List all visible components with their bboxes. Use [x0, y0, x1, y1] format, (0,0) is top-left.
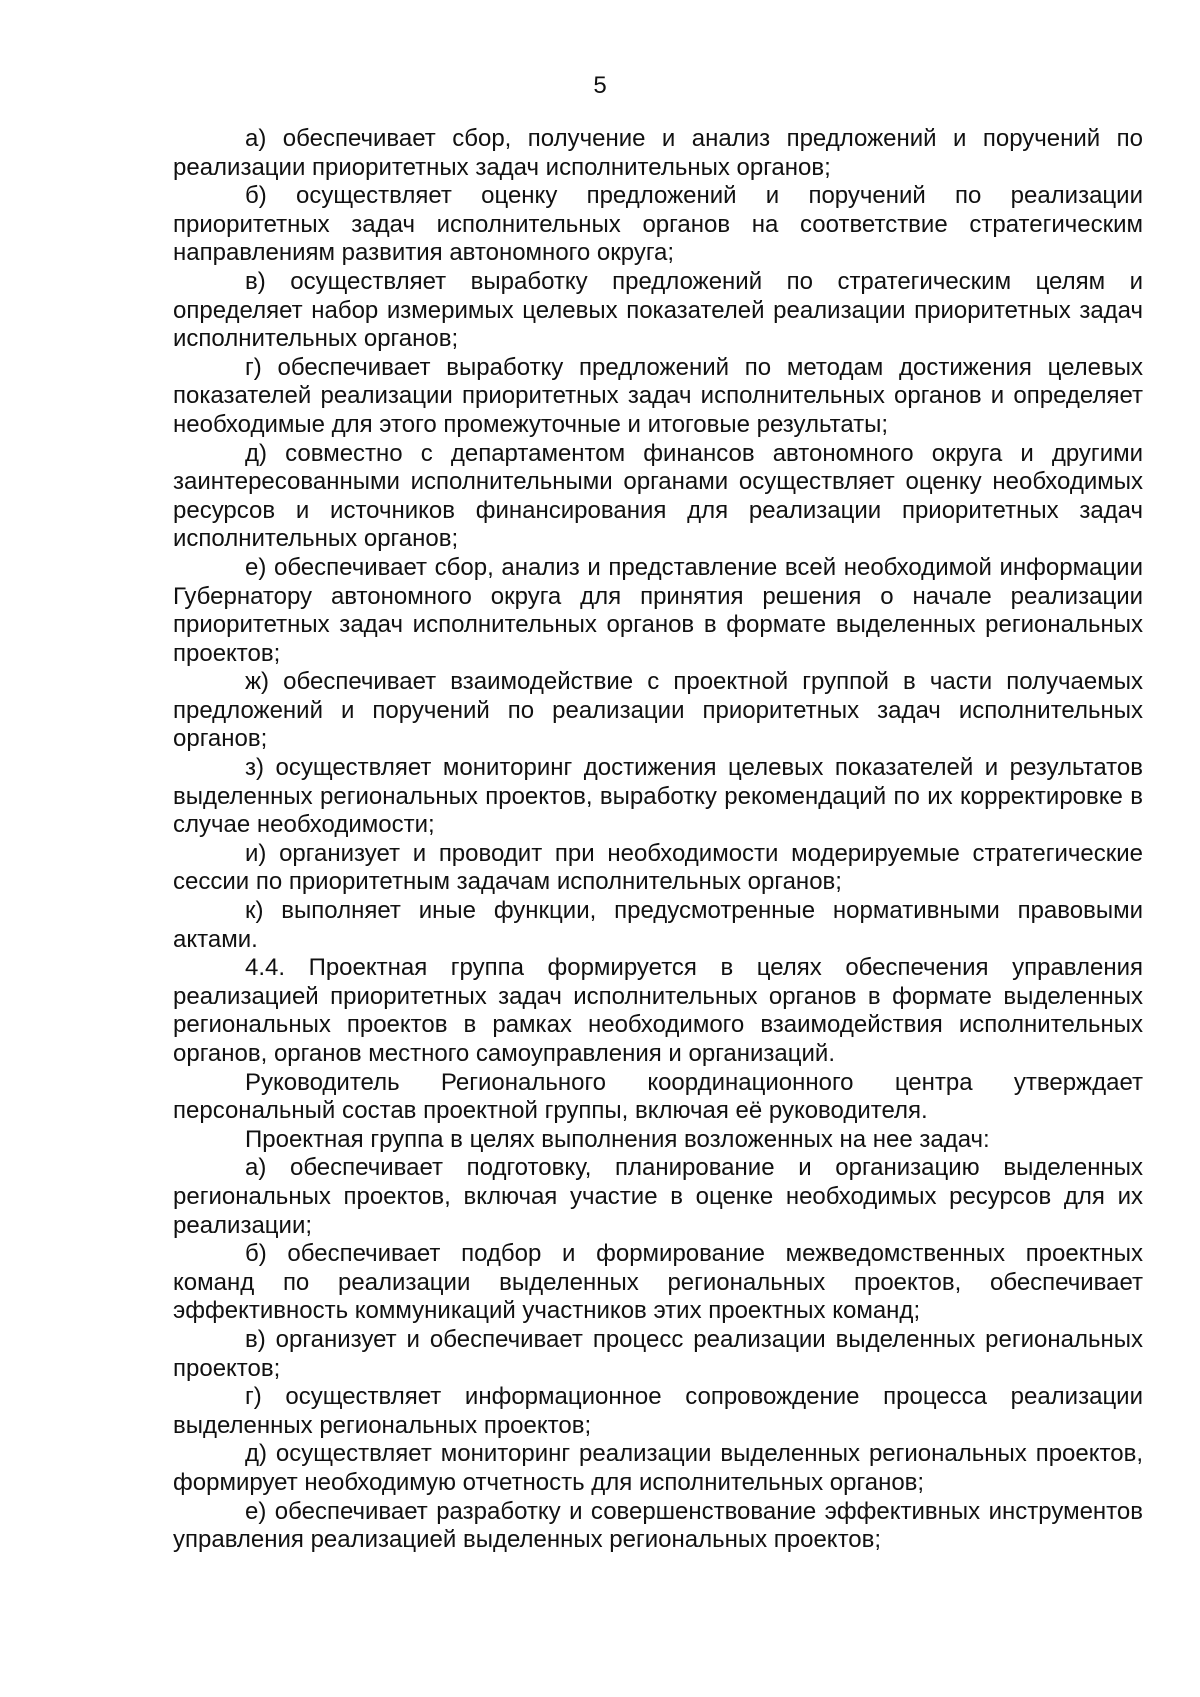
paragraph-3-v: в) осуществляет выработку предложений по стратегическим целям и определяет набор измеримых целевых показателей реализации приоритетных задач исполнительных органов;	[173, 267, 1143, 353]
paragraph-3-a: а) обеспечивает сбор, получение и анализ предложений и поручений по реализации приоритетных задач исполнительных органов;	[173, 125, 1143, 181]
paragraph-4-v: в) организует и обеспечивает процесс реализации выделенных региональных проектов;	[173, 1325, 1143, 1382]
paragraph-3-k: к) выполняет иные функции, предусмотренные нормативными правовыми актами.	[173, 897, 1143, 953]
paragraph-4-g: г) осуществляет информационное сопровождение процесса реализации выделенных региональных проектов;	[173, 1383, 1143, 1439]
paragraph-project-group-intro: Проектная группа в целях выполнения возложенных на нее задач:	[245, 1125, 990, 1153]
paragraph-4-a: а) обеспечивает подготовку, планирование и организацию выделенных региональных проектов, включая участие в оценке необходимых ресурсов для их реализации;	[173, 1154, 1143, 1239]
paragraph-3-d: д) совместно с департаментом финансов автономного округа и другими заинтересованными исполнительными органами осуществляет оценку необходимых ресурсов и источников финансирования для реализации приоритетных задач исполнительных органов;	[173, 439, 1143, 553]
paragraph-head-approval: Руководитель Регионального координационного центра утверждает персональный состав проектной группы, включая её руководителя.	[173, 1068, 1143, 1125]
paragraph-4-d: д) осуществляет мониторинг реализации выделенных региональных проектов, формирует необходимую отчетность для исполнительных органов;	[173, 1440, 1143, 1496]
paragraph-4-b: б) обеспечивает подбор и формирование межведомственных проектных команд по реализации выделенных региональных проектов, обеспечивает эффективность коммуникаций участников этих проектных команд;	[173, 1240, 1143, 1325]
paragraph-3-i: и) организует и проводит при необходимости модерируемые стратегические сессии по приоритетным задачам исполнительных органов;	[173, 839, 1143, 896]
paragraph-3-g: г) обеспечивает выработку предложений по методам достижения целевых показателей реализации приоритетных задач исполнительных органов и определяет необходимые для этого промежуточные и итоговые результаты;	[173, 353, 1143, 438]
document-body	[173, 125, 1143, 1555]
paragraph-3-e: е) обеспечивает сбор, анализ и представление всей необходимой информации Губернатору автономного округа для принятия решения о начале реализации приоритетных задач исполнительных органов в формате выделенных региональных проектов;	[173, 553, 1143, 667]
paragraph-3-z: з) осуществляет мониторинг достижения целевых показателей и результатов выделенных региональных проектов, выработку рекомендаций по их корректировке в случае необходимости;	[173, 754, 1143, 839]
page-number: 5	[593, 72, 607, 99]
section-4-4: 4.4. Проектная группа формируется в целях обеспечения управления реализацией приоритетных задач исполнительных органов в формате выделенных региональных проектов в рамках необходимого взаимодействия исполнительных органов, органов местного самоуправления и организаций.	[173, 954, 1143, 1067]
paragraph-4-e: е) обеспечивает разработку и совершенствование эффективных инструментов управления реализацией выделенных региональных проектов;	[173, 1497, 1143, 1554]
paragraph-3-b: б) осуществляет оценку предложений и поручений по реализации приоритетных задач исполнительных органов на соответствие стратегическим направлениям развития автономного округа;	[173, 182, 1143, 267]
paragraph-3-zh: ж) обеспечивает взаимодействие с проектной группой в части получаемых предложений и поручений по реализации приоритетных задач исполнительных органов;	[173, 668, 1143, 753]
